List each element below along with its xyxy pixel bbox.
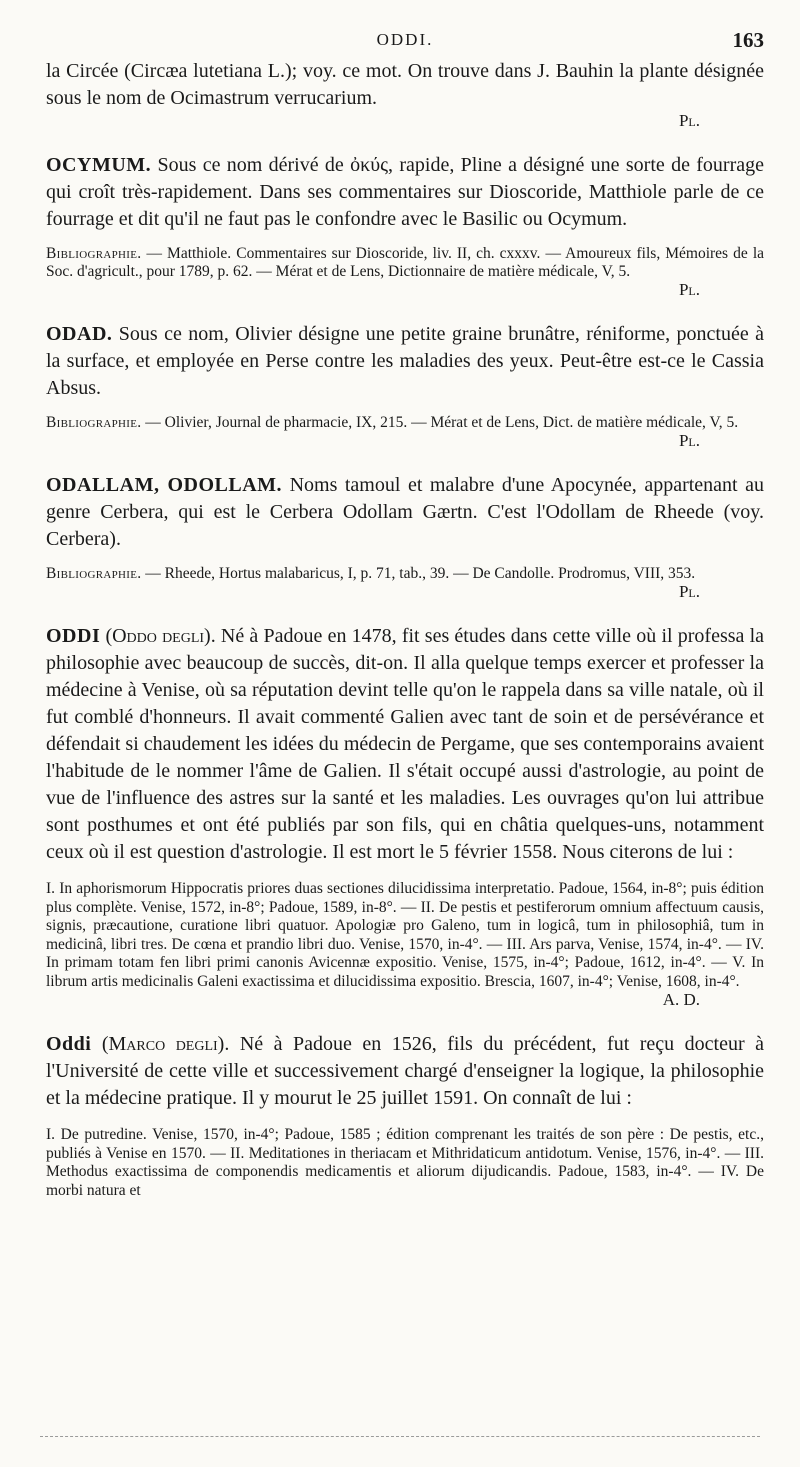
works-text: I. De putredine. Venise, 1570, in-4°; Padoue, 1585 ; édition comprenant les traités de son père : De pestis, etc., publiés à Venise en 1570. — II. Meditationes in theriacam et Mithridaticum antidotum. Venise, 1576, in-4°. — III. Methodus exactissima de componendis medicamentis et aliorum dijudicandis. Padoue, 1583, in-4°. — IV. De morbi natura et: [46, 1126, 764, 1199]
entry-signature: Pl.: [678, 280, 700, 299]
entry-circee-continuation: [46, 58, 764, 130]
entry-text: Sous ce nom dérivé de ὀκύς, rapide, Pline a désigné une sorte de fourrage qui croît très-rapidement. Dans ses commentaires sur Dioscoride, Matthiole parle de ce fourrage et dit qu'il ne faut pas le confondre avec le Basilic ou Ocymum.: [46, 154, 765, 230]
entry-bibliography: [46, 565, 764, 583]
bibliography-label: Bibliographie.: [46, 245, 142, 262]
works-list: [46, 1126, 764, 1200]
entry-odad: [46, 321, 764, 450]
entry-oddi-oddo: [46, 623, 764, 1009]
works-text: I. In aphorismorum Hippocratis priores duas sectiones dilucidissima interpretatio. Padoue, 1564, in-8°; puis édition plus complète. Venise, 1572, in-8°; Padoue, 1589, in-8°. — II. De pestis et pestiferorum omnium affectuum causis, signis, præcautione, curatione libri quatuor. Apologiæ pro Galeno, tum in logicâ, tum in philosophiâ, tum in medicinâ, libri tres. De cœna et prandio libri duo. Venise, 1570, in-4°. — III. Ars parva, Venise, 1574, in-4°. — IV. In primam totam fen libri primi canonis Avicennæ expositio. Venise, 1575, in-4°; Padoue, 1612, in-4°. — V. In librum artis medicinalis Galeni exactissima et dilucidissima expositio. Brescia, 1607, in-4°; Venise, 1608, in-4°.: [46, 880, 764, 990]
page-number: 163: [732, 28, 764, 52]
bibliography-text: — Matthiole. Commentaires sur Dioscoride, liv. II, ch. cxxxv. — Amoureux fils, Mémoires de la Soc. d'agricult., pour 1789, p. 62. — Mérat et de Lens, Dictionnaire de matière médicale, V, 5.: [46, 245, 764, 280]
entry-text: Noms tamoul et malabre d'une Apocynée, appartenant au genre Cerbera, qui est le Cerbera Odollam Gærtn. C'est l'Odollam de Rheede (voy. Cerbera).: [46, 474, 765, 550]
entry-term: OCYMUM.: [46, 154, 152, 176]
page-header: [46, 28, 764, 58]
entry-bibliography: [46, 245, 764, 281]
entry-text: la Circée (Circæa lutetiana L.); voy. ce mot. On trouve dans J. Bauhin la plante désignée sous le nom de Ocimastrum verrucarium.: [46, 60, 764, 109]
entry-text: Né à Padoue en 1478, fit ses études dans cette ville où il professa la philosophie avec beaucoup de succès, dit-on. Il alla quelque temps exercer et professer la médecine à Venise, où sa réputation devint telle qu'on le rappela dans sa ville natale, où il fut comblé d'honneurs. Il avait commenté Galien avec tant de soin et de persévérance et défendait si chaudement les idées du médecin de Pergame, que ses contemporains avaient l'habitude de le nommer l'âme de Galien. Il s'était occupé aussi d'astrologie, au point de vue de l'influence des astres sur la santé et les maladies. Les ouvrages qu'on lui attribue sont posthumes et ont été publiés par son fils, qui en châtia quelques-uns, notamment ceux où il est question d'astrologie. Il est mort le 5 février 1558. Nous citerons de lui :: [46, 625, 765, 863]
entry-term: ODDI: [46, 625, 101, 647]
bottom-divider: [40, 1436, 760, 1437]
entry-term: ODAD.: [46, 323, 113, 345]
page-body: [46, 58, 764, 1200]
bibliography-label: Bibliographie.: [46, 414, 142, 431]
entry-oddi-marco: [46, 1031, 764, 1200]
entry-subterm: (Marco degli).: [101, 1033, 230, 1055]
entry-term: ODALLAM, ODOLLAM.: [46, 474, 283, 496]
entry-odallam: [46, 472, 764, 601]
entry-subterm: (Oddo degli).: [105, 625, 216, 647]
entry-text: Sous ce nom, Olivier désigne une petite graine brunâtre, réniforme, ponctuée à la surface, et employée en Perse contre les maladies des yeux. Peut-être est-ce le Cassia Absus.: [46, 323, 764, 399]
works-list: [46, 880, 764, 991]
entry-signature: Pl.: [678, 582, 700, 601]
entry-ocymum: [46, 152, 764, 299]
entry-signature: A. D.: [662, 990, 700, 1009]
entry-bibliography: [46, 414, 764, 432]
running-head: ODDI.: [376, 30, 434, 49]
entry-signature: Pl.: [678, 431, 700, 450]
bibliography-text: — Olivier, Journal de pharmacie, IX, 215. — Mérat et de Lens, Dict. de matière médicale, V, 5.: [145, 414, 739, 431]
bibliography-text: — Rheede, Hortus malabaricus, I, p. 71, tab., 39. — De Candolle. Prodromus, VIII, 353.: [145, 565, 696, 582]
entry-term: Oddi: [46, 1033, 92, 1055]
entry-signature: Pl.: [678, 111, 700, 130]
entry-text: Né à Padoue en 1526, fils du précédent, fut reçu docteur à l'Université de cette ville et successivement chargé d'enseigner la logique, la philosophie et la médecine pratique. Il y mourut le 25 juillet 1591. On connaît de lui :: [46, 1033, 764, 1109]
bibliography-label: Bibliographie.: [46, 565, 142, 582]
